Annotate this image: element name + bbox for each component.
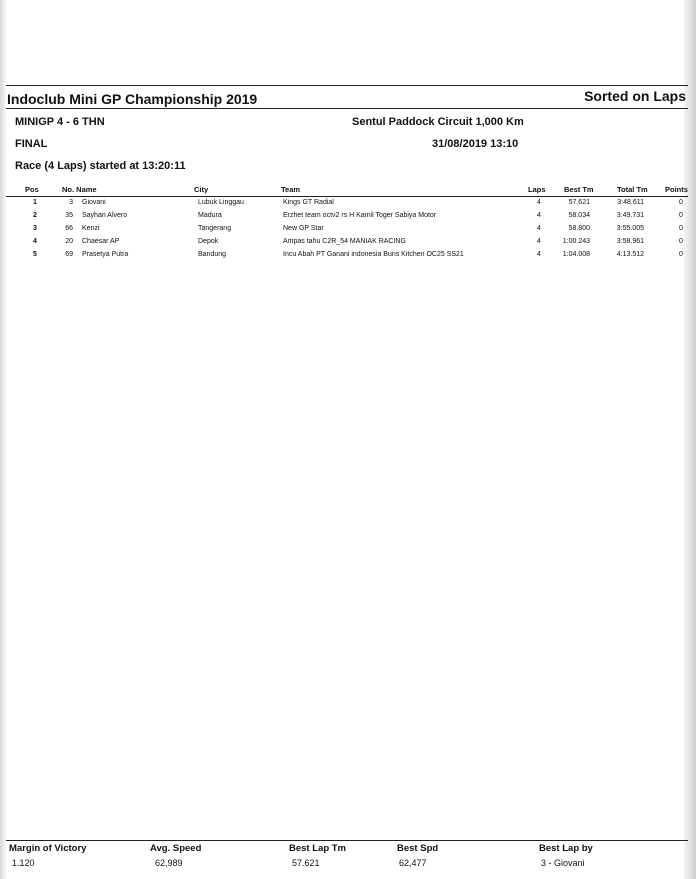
best-spd-value: 62,477 <box>399 858 427 868</box>
col-pos: Pos <box>25 185 39 194</box>
row-points: 0 <box>679 238 683 245</box>
row-points: 0 <box>679 251 683 258</box>
margin-of-victory-label: Margin of Victory <box>9 843 87 854</box>
margin-of-victory-value: 1.120 <box>12 858 35 868</box>
class-name: MINIGP 4 - 6 THN <box>15 116 105 128</box>
row-total-tm: 4:13.512 <box>616 251 644 258</box>
row-pos: 3 <box>33 225 37 232</box>
row-total-tm: 3:55.005 <box>616 225 644 232</box>
row-city: Depok <box>198 238 219 245</box>
best-lap-tm-value: 57.621 <box>292 858 320 868</box>
row-city: Lubuk Linggau <box>198 199 244 206</box>
table-row <box>0 199 696 212</box>
row-no: 3 <box>69 199 73 206</box>
col-laps: Laps <box>528 185 546 194</box>
row-best-tm: 57.621 <box>568 199 590 206</box>
row-team: Ampas tahu C2R_54 MANIAK RACING <box>283 238 406 245</box>
row-total-tm: 3:49.731 <box>616 212 644 219</box>
row-laps: 4 <box>537 238 541 245</box>
row-no: 35 <box>65 212 73 219</box>
row-city: Tangerang <box>198 225 232 232</box>
avg-speed-value: 62,989 <box>155 858 183 868</box>
championship-title: Indoclub Mini GP Championship 2019 <box>7 91 258 107</box>
page-edge-left <box>0 0 6 879</box>
row-points: 0 <box>679 212 683 219</box>
row-no: 66 <box>65 225 73 232</box>
col-city: City <box>194 185 209 194</box>
row-pos: 4 <box>33 238 37 245</box>
row-points: 0 <box>679 199 683 206</box>
row-name: Prasetya Putra <box>82 251 129 258</box>
footer-rule <box>6 840 688 841</box>
col-total-tm: Total Tm <box>617 185 648 194</box>
row-name: Chaesar AP <box>82 238 120 245</box>
row-best-tm: 1:00.243 <box>562 238 590 245</box>
row-best-tm: 58.800 <box>568 225 590 232</box>
table-row <box>0 251 696 264</box>
row-team: New GP Star <box>283 225 324 232</box>
row-total-tm: 3:48.611 <box>617 199 644 206</box>
best-lap-by-label: Best Lap by <box>539 843 593 854</box>
avg-speed-label: Avg. Speed <box>150 843 202 854</box>
row-total-tm: 3:58.961 <box>616 238 644 245</box>
header-bottom-rule <box>6 108 688 109</box>
row-laps: 4 <box>537 199 541 206</box>
row-no: 20 <box>65 238 73 245</box>
row-team: Kings GT Radial <box>283 199 334 206</box>
row-name: Giovani <box>82 199 106 206</box>
row-no: 69 <box>65 251 73 258</box>
col-points: Points <box>665 185 688 194</box>
row-pos: 5 <box>33 251 37 258</box>
best-lap-by-value: 3 - Giovani <box>541 858 585 868</box>
row-pos: 1 <box>33 199 37 206</box>
race-info: Race (4 Laps) started at 13:20:11 <box>15 160 186 172</box>
table-row <box>0 212 696 225</box>
row-points: 0 <box>679 225 683 232</box>
row-name: Sayhan Alvero <box>82 212 128 219</box>
best-lap-tm-label: Best Lap Tm <box>289 843 347 854</box>
row-best-tm: 1:04.008 <box>562 251 590 258</box>
session-label: FINAL <box>15 138 48 150</box>
table-row <box>0 238 696 251</box>
sort-label: Sorted on Laps <box>584 88 686 104</box>
row-name: Kenzi <box>82 225 100 232</box>
row-team: Incu Abah PT Ganani indonesia Buns Kitchen OC25 SS21 <box>283 251 464 258</box>
row-laps: 4 <box>537 225 541 232</box>
header-top-rule <box>6 85 688 86</box>
row-best-tm: 58.034 <box>568 212 590 219</box>
col-no-name: No. Name <box>62 185 97 194</box>
table-row <box>0 225 696 238</box>
page-edge-right <box>684 0 696 879</box>
row-team: Erzhet team octv2 rs H Kamil Toger Sabiya Motor <box>283 212 437 219</box>
session-datetime: 31/08/2019 13:10 <box>432 138 519 150</box>
circuit-name: Sentul Paddock Circuit 1,000 Km <box>352 116 524 128</box>
col-best-tm: Best Tm <box>564 185 594 194</box>
row-pos: 2 <box>33 212 37 219</box>
row-city: Madura <box>198 212 222 219</box>
row-city: Bandung <box>198 251 227 258</box>
best-spd-label: Best Spd <box>397 843 439 854</box>
table-header-rule <box>6 196 688 197</box>
col-team: Team <box>281 185 301 194</box>
row-laps: 4 <box>537 251 541 258</box>
row-laps: 4 <box>537 212 541 219</box>
